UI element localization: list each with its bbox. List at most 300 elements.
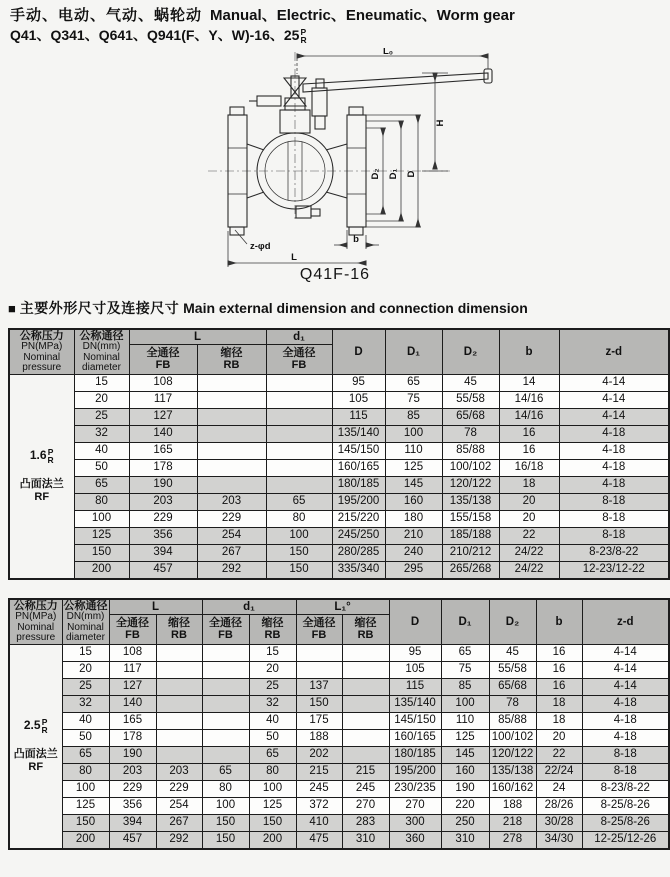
cell: 150 — [62, 814, 109, 831]
cell — [156, 712, 202, 729]
cell — [202, 746, 249, 763]
header-line: RB — [357, 629, 374, 642]
cell: 25 — [249, 678, 296, 695]
cell: 200 — [249, 831, 296, 849]
dim-label-D: D — [406, 170, 417, 178]
section-marker: ■ — [8, 301, 16, 316]
header-line: DN(mm) — [82, 341, 121, 352]
table-row — [9, 780, 669, 797]
cell: 22/24 — [536, 763, 582, 780]
flange-type-chinese: 凸面法兰 — [19, 478, 64, 490]
col-subheader — [197, 345, 266, 374]
header-line: 公称压力 — [13, 600, 58, 612]
header-line: DN(mm) — [66, 611, 105, 622]
dim-label-L: L — [291, 252, 297, 263]
cell — [202, 712, 249, 729]
cell: 20 — [74, 391, 129, 408]
dim-label-H: H — [435, 119, 446, 127]
cell: 254 — [156, 797, 202, 814]
cell: 65 — [266, 493, 332, 510]
dimension-table-pn25 — [8, 598, 668, 850]
zd-leader — [235, 230, 247, 244]
header-line: RB — [171, 629, 187, 642]
header-line: 缩径 — [261, 617, 284, 630]
page-title — [10, 6, 660, 26]
cell: 230/235 — [389, 780, 441, 797]
cell: 50 — [74, 459, 129, 476]
cell: 8-18 — [559, 493, 669, 510]
cell: 30/28 — [536, 814, 582, 831]
cell: 8-23/8-22 — [559, 544, 669, 561]
cell — [342, 661, 389, 678]
cell: 220 — [441, 797, 489, 814]
cell: 245 — [342, 780, 389, 797]
header-line: 公称压力 — [19, 330, 64, 342]
cell: 210 — [385, 527, 442, 544]
cell: 25 — [62, 678, 109, 695]
flange-type-code: RF — [28, 761, 44, 773]
cell — [156, 729, 202, 746]
cell: 85/88 — [489, 712, 536, 729]
cell: 108 — [109, 644, 156, 661]
col-header: D₂ — [489, 599, 536, 644]
cell: 229 — [109, 780, 156, 797]
col-header-nominal-diameter — [74, 329, 129, 374]
cell: 150 — [202, 814, 249, 831]
cell — [197, 459, 266, 476]
cell — [342, 729, 389, 746]
cell: 34/30 — [536, 831, 582, 849]
cell — [266, 374, 332, 391]
cell: 65 — [202, 763, 249, 780]
cell: 85 — [385, 408, 442, 425]
cell: 203 — [129, 493, 197, 510]
table-row — [9, 695, 669, 712]
table-row — [9, 831, 669, 849]
cell — [342, 695, 389, 712]
cell: 203 — [197, 493, 266, 510]
cell: 160 — [385, 493, 442, 510]
cell: 20 — [499, 493, 559, 510]
cell: 110 — [441, 712, 489, 729]
cell: 190 — [129, 476, 197, 493]
header-line: PN(MPa) — [21, 341, 63, 352]
cell: 4-14 — [559, 391, 669, 408]
col-group-header: L — [109, 599, 202, 615]
table-row — [9, 391, 669, 408]
right-flange-bolt-boss-top — [349, 107, 363, 115]
cell: 150 — [266, 544, 332, 561]
pressure-value — [11, 448, 73, 464]
cell: 80 — [266, 510, 332, 527]
flange-type-chinese: 凸面法兰 — [13, 748, 58, 760]
cell: 8-23/8-22 — [582, 780, 669, 797]
cell: 18 — [536, 712, 582, 729]
pressure-pr-stack: P R — [41, 717, 48, 735]
gland-arm — [257, 96, 281, 106]
col-header: z-d — [582, 599, 669, 644]
cell: 80 — [202, 780, 249, 797]
col-header: D₁ — [441, 599, 489, 644]
section-title — [8, 298, 528, 318]
cell: 283 — [342, 814, 389, 831]
pressure-class-cell — [9, 644, 62, 849]
cell: 160/165 — [332, 459, 385, 476]
cell: 229 — [197, 510, 266, 527]
cell — [156, 661, 202, 678]
model-codes-text: Q41、Q341、Q641、Q941(F、Y、W)-16、25 — [10, 27, 300, 43]
cell: 20 — [62, 661, 109, 678]
col-subheader — [249, 615, 296, 644]
cell: 45 — [442, 374, 499, 391]
cell: 8-18 — [559, 527, 669, 544]
cell: 145 — [385, 476, 442, 493]
col-subheader — [109, 615, 156, 644]
cell: 125 — [385, 459, 442, 476]
header-line: pressure — [22, 362, 62, 373]
cell: 120/122 — [442, 476, 499, 493]
col-subheader — [266, 345, 332, 374]
cell — [266, 391, 332, 408]
dimension-table — [8, 328, 670, 580]
cell: 4-14 — [582, 678, 669, 695]
cell: 78 — [442, 425, 499, 442]
cell: 125 — [441, 729, 489, 746]
cell: 145 — [441, 746, 489, 763]
cell: 20 — [249, 661, 296, 678]
cell — [202, 678, 249, 695]
cell: 80 — [62, 763, 109, 780]
cell: 394 — [109, 814, 156, 831]
cell: 24 — [536, 780, 582, 797]
cell: 200 — [62, 831, 109, 849]
cell: 100 — [74, 510, 129, 527]
cell: 16 — [499, 425, 559, 442]
col-header: z-d — [559, 329, 669, 374]
cell: 45 — [489, 644, 536, 661]
pressure-number: 1.6 — [29, 448, 47, 463]
cell: 16 — [536, 661, 582, 678]
cell: 100 — [202, 797, 249, 814]
cell: 215 — [296, 763, 342, 780]
table-row — [9, 661, 669, 678]
cell: 127 — [129, 408, 197, 425]
cell: 18 — [499, 476, 559, 493]
cell: 85/88 — [442, 442, 499, 459]
col-subheader — [202, 615, 249, 644]
cell: 125 — [62, 797, 109, 814]
header-line: RB — [223, 359, 240, 372]
cell: 8-18 — [582, 763, 669, 780]
table-row — [9, 374, 669, 391]
cell — [197, 408, 266, 425]
cell: 180 — [385, 510, 442, 527]
cell: 292 — [197, 561, 266, 579]
cell: 137 — [296, 678, 342, 695]
header-line: Nominal — [17, 621, 55, 633]
cell: 457 — [109, 831, 156, 849]
lever-handle — [303, 73, 488, 92]
cell: 65 — [62, 746, 109, 763]
table-row — [9, 746, 669, 763]
header-row — [9, 599, 669, 615]
col-header: D — [332, 329, 385, 374]
stop-bracket — [312, 88, 327, 116]
cell: 215/220 — [332, 510, 385, 527]
cell: 14/16 — [499, 408, 559, 425]
header-line: 缩径 — [168, 617, 190, 630]
cell: 120/122 — [489, 746, 536, 763]
cell: 100 — [62, 780, 109, 797]
cell — [266, 459, 332, 476]
header-line: PN(MPa) — [15, 611, 57, 622]
cell: 78 — [489, 695, 536, 712]
cell: 335/340 — [332, 561, 385, 579]
cell: 100/102 — [442, 459, 499, 476]
cell: 150 — [266, 561, 332, 579]
cell: 394 — [129, 544, 197, 561]
cell: 202 — [296, 746, 342, 763]
cell: 190 — [109, 746, 156, 763]
cell: 300 — [389, 814, 441, 831]
cell: 18 — [536, 695, 582, 712]
cell: 410 — [296, 814, 342, 831]
pressure-class-stack: P R — [300, 27, 307, 46]
cell — [342, 644, 389, 661]
drawing-caption: Q41F-16 — [299, 266, 371, 283]
cell: 267 — [156, 814, 202, 831]
dimension-table-pn16 — [8, 328, 668, 580]
col-group-header: L — [129, 329, 266, 345]
table-row — [9, 459, 669, 476]
cell: 295 — [385, 561, 442, 579]
cell — [197, 442, 266, 459]
cell: 40 — [249, 712, 296, 729]
table-row — [9, 527, 669, 544]
cell: 115 — [332, 408, 385, 425]
header-line: Nominal — [67, 621, 104, 633]
cell — [156, 678, 202, 695]
cell: 100 — [266, 527, 332, 544]
cell: 16 — [499, 442, 559, 459]
dim-label-D1: D₁ — [388, 168, 399, 180]
cell: 75 — [441, 661, 489, 678]
header-line: 全通径 — [116, 617, 149, 630]
title-english: Manual、Electric、Eneumatic、Worm gear — [210, 7, 515, 24]
table-row — [9, 561, 669, 579]
cell — [197, 476, 266, 493]
cell: 65/68 — [442, 408, 499, 425]
header-line: 全通径 — [209, 617, 242, 630]
cell: 80 — [74, 493, 129, 510]
cell: 65 — [74, 476, 129, 493]
pressure-number: 2.5 — [23, 718, 41, 733]
col-group-header: L₁° — [296, 599, 389, 615]
cell: 8-25/8-26 — [582, 797, 669, 814]
cell: 32 — [249, 695, 296, 712]
cell: 190 — [441, 780, 489, 797]
cell: 280/285 — [332, 544, 385, 561]
cell — [197, 374, 266, 391]
cell — [266, 408, 332, 425]
left-flange-bolt-boss-bottom — [230, 227, 244, 235]
cell: 310 — [441, 831, 489, 849]
cell: 110 — [385, 442, 442, 459]
cell: 270 — [389, 797, 441, 814]
cell: 240 — [385, 544, 442, 561]
cell: 145/150 — [389, 712, 441, 729]
cell: 278 — [489, 831, 536, 849]
cell: 95 — [332, 374, 385, 391]
cell — [202, 729, 249, 746]
table-row — [9, 493, 669, 510]
cell — [342, 712, 389, 729]
cell: 25 — [74, 408, 129, 425]
cell: 160/162 — [489, 780, 536, 797]
cell: 108 — [129, 374, 197, 391]
cell — [342, 678, 389, 695]
cell: 65 — [441, 644, 489, 661]
header-line: 全通径 — [282, 347, 316, 360]
section-title-english: Main external dimension and connection dimension — [183, 300, 528, 316]
dim-label-D2: D₂ — [370, 168, 381, 180]
cell — [156, 695, 202, 712]
cell: 125 — [249, 797, 296, 814]
cell: 210/212 — [442, 544, 499, 561]
cell — [197, 425, 266, 442]
cell: 12-25/12-26 — [582, 831, 669, 849]
cell: 50 — [249, 729, 296, 746]
pressure-value — [11, 718, 61, 734]
cell: 40 — [74, 442, 129, 459]
cell: 95 — [389, 644, 441, 661]
header-line: diameter — [66, 632, 105, 643]
cell: 145/150 — [332, 442, 385, 459]
col-subheader — [296, 615, 342, 644]
cell: 105 — [389, 661, 441, 678]
cell: 22 — [499, 527, 559, 544]
cell — [296, 644, 342, 661]
cell: 180/185 — [332, 476, 385, 493]
cell: 270 — [342, 797, 389, 814]
cell: 195/200 — [332, 493, 385, 510]
cell: 14/16 — [499, 391, 559, 408]
cell: 8-25/8-26 — [582, 814, 669, 831]
table-row — [9, 729, 669, 746]
cell: 229 — [129, 510, 197, 527]
header-line: 公称通径 — [63, 600, 108, 612]
header-row — [9, 329, 669, 345]
cell — [266, 442, 332, 459]
cell: 4-18 — [559, 459, 669, 476]
table-row — [9, 476, 669, 493]
dim-label-L0: L₀ — [382, 48, 394, 57]
cell: 115 — [389, 678, 441, 695]
cell: 12-23/12-22 — [559, 561, 669, 579]
cell: 127 — [109, 678, 156, 695]
cell — [266, 476, 332, 493]
cell: 356 — [109, 797, 156, 814]
header-line: 全通径 — [302, 617, 336, 630]
cell: 292 — [156, 831, 202, 849]
cell: 4-18 — [582, 695, 669, 712]
header-line: diameter — [82, 362, 121, 373]
cell: 203 — [156, 763, 202, 780]
cell: 178 — [129, 459, 197, 476]
title-block — [10, 6, 660, 45]
cell: 265/268 — [442, 561, 499, 579]
cell — [202, 695, 249, 712]
cell: 85 — [441, 678, 489, 695]
cell: 135/138 — [489, 763, 536, 780]
cell: 165 — [109, 712, 156, 729]
col-subheader — [156, 615, 202, 644]
cell: 28/26 — [536, 797, 582, 814]
cell: 250 — [441, 814, 489, 831]
header-line: 缩径 — [354, 617, 377, 630]
cell: 175 — [296, 712, 342, 729]
cell: 360 — [389, 831, 441, 849]
cell: 178 — [109, 729, 156, 746]
cell: 55/58 — [489, 661, 536, 678]
col-header-nominal-diameter — [62, 599, 109, 644]
cell: 80 — [249, 763, 296, 780]
cell: 4-18 — [559, 476, 669, 493]
cell: 16 — [536, 644, 582, 661]
col-group-header: d₁ — [202, 599, 296, 615]
cell: 4-14 — [582, 661, 669, 678]
header-line: pressure — [16, 632, 56, 643]
cell: 254 — [197, 527, 266, 544]
cell: 8-18 — [582, 746, 669, 763]
col-header: D — [389, 599, 441, 644]
cell: 188 — [296, 729, 342, 746]
col-header-nominal-pressure — [9, 329, 74, 374]
cell: 155/158 — [442, 510, 499, 527]
cell: 4-14 — [559, 408, 669, 425]
cell: 165 — [129, 442, 197, 459]
col-group-header: d₁ — [266, 329, 332, 345]
cell: 105 — [332, 391, 385, 408]
col-header: b — [536, 599, 582, 644]
cell — [156, 746, 202, 763]
cell: 15 — [62, 644, 109, 661]
cell: 14 — [499, 374, 559, 391]
cell: 372 — [296, 797, 342, 814]
cell: 135/140 — [332, 425, 385, 442]
cell: 65 — [385, 374, 442, 391]
table-row — [9, 425, 669, 442]
cell: 100 — [385, 425, 442, 442]
cell: 135/140 — [389, 695, 441, 712]
cell: 245/250 — [332, 527, 385, 544]
cell — [197, 391, 266, 408]
col-header-nominal-pressure — [9, 599, 62, 644]
dim-label-zd: z-φd — [250, 241, 271, 252]
table-row — [9, 678, 669, 695]
col-subheader — [129, 345, 197, 374]
cell: 180/185 — [389, 746, 441, 763]
cell — [266, 425, 332, 442]
cell: 150 — [249, 814, 296, 831]
header-line: FB — [311, 629, 327, 642]
cell: 50 — [62, 729, 109, 746]
cell — [202, 661, 249, 678]
cell: 218 — [489, 814, 536, 831]
cell: 55/58 — [442, 391, 499, 408]
cell: 457 — [129, 561, 197, 579]
cell: 195/200 — [389, 763, 441, 780]
